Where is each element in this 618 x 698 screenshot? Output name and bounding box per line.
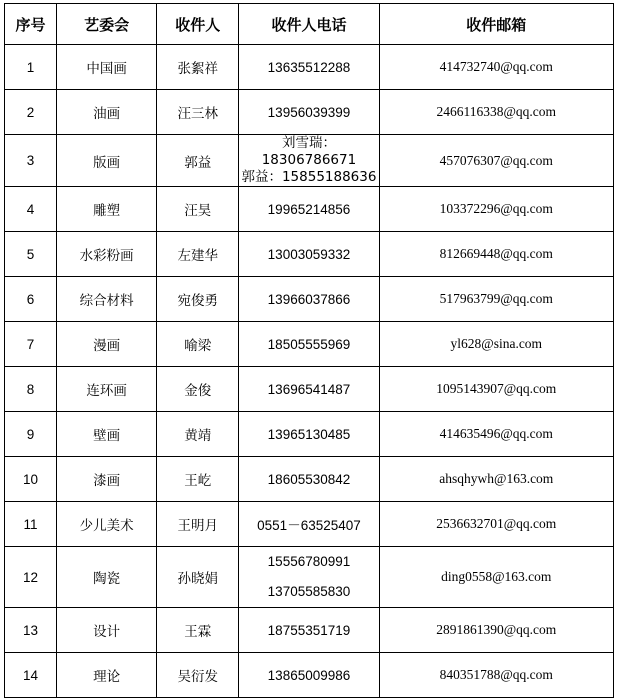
phone-line: 郭益：15855188636: [241, 169, 377, 185]
cell-email: 812669448@qq.com: [379, 232, 613, 277]
cell-email: 2466116338@qq.com: [379, 90, 613, 135]
phone-line: 15556780991: [267, 554, 351, 569]
cell-email: ding0558@163.com: [379, 547, 613, 608]
table-row: [5, 232, 614, 277]
table-row: [5, 608, 614, 653]
cell-phone: 13965130485: [239, 412, 379, 457]
cell-committee: 中国画: [57, 45, 157, 90]
cell-phone: 18505555969: [239, 322, 379, 367]
cell-index: 10: [5, 457, 57, 502]
cell-committee: 少儿美术: [57, 502, 157, 547]
cell-committee: 油画: [57, 90, 157, 135]
column-header-index: 序号: [5, 4, 57, 45]
cell-phone: 13966037866: [239, 277, 379, 322]
cell-index: 14: [5, 653, 57, 698]
cell-recipient: 左建华: [157, 232, 239, 277]
cell-committee: 水彩粉画: [57, 232, 157, 277]
table-body: [5, 45, 614, 698]
table-row: [5, 135, 614, 187]
table-row: [5, 45, 614, 90]
cell-index: 8: [5, 367, 57, 412]
cell-phone: 13865009986: [239, 653, 379, 698]
table-row: [5, 502, 614, 547]
cell-phone: 0551－63525407: [239, 502, 379, 547]
cell-email: 2536632701@qq.com: [379, 502, 613, 547]
cell-phone: 19965214856: [239, 187, 379, 232]
cell-recipient: 王霖: [157, 608, 239, 653]
cell-committee: 雕塑: [57, 187, 157, 232]
cell-phone: 13956039399: [239, 90, 379, 135]
column-header-recipient: 收件人: [157, 4, 239, 45]
cell-index: 2: [5, 90, 57, 135]
cell-committee: 漆画: [57, 457, 157, 502]
cell-index: 9: [5, 412, 57, 457]
cell-phone: [239, 547, 379, 608]
cell-committee: 设计: [57, 608, 157, 653]
cell-index: 4: [5, 187, 57, 232]
phone-line: 刘雪瑞：18306786671: [261, 135, 357, 168]
cell-recipient: 宛俊勇: [157, 277, 239, 322]
cell-index: 6: [5, 277, 57, 322]
cell-committee: 漫画: [57, 322, 157, 367]
cell-email: 2891861390@qq.com: [379, 608, 613, 653]
cell-recipient: 黄靖: [157, 412, 239, 457]
cell-recipient: 汪昊: [157, 187, 239, 232]
cell-recipient: 郭益: [157, 135, 239, 187]
cell-committee: 壁画: [57, 412, 157, 457]
cell-recipient: 喻梁: [157, 322, 239, 367]
table-row: [5, 547, 614, 608]
cell-index: 7: [5, 322, 57, 367]
table-row: [5, 653, 614, 698]
contact-table: [4, 3, 614, 698]
table-header: [5, 4, 614, 45]
cell-recipient: 王屹: [157, 457, 239, 502]
phone-line: 13705585830: [267, 584, 351, 599]
cell-index: 13: [5, 608, 57, 653]
cell-email: 840351788@qq.com: [379, 653, 613, 698]
cell-email: 1095143907@qq.com: [379, 367, 613, 412]
table-row: [5, 277, 614, 322]
cell-phone: 13003059332: [239, 232, 379, 277]
cell-committee: 陶瓷: [57, 547, 157, 608]
cell-phone: [239, 135, 379, 187]
column-header-email: 收件邮箱: [379, 4, 613, 45]
table-row: [5, 322, 614, 367]
cell-index: 12: [5, 547, 57, 608]
cell-recipient: 孙晓娟: [157, 547, 239, 608]
column-header-committee: 艺委会: [57, 4, 157, 45]
table-row: [5, 367, 614, 412]
cell-phone: 13696541487: [239, 367, 379, 412]
cell-recipient: 张絮祥: [157, 45, 239, 90]
cell-index: 5: [5, 232, 57, 277]
table-row: [5, 187, 614, 232]
cell-email: 414635496@qq.com: [379, 412, 613, 457]
cell-recipient: 王明月: [157, 502, 239, 547]
cell-committee: 综合材料: [57, 277, 157, 322]
cell-recipient: 汪三林: [157, 90, 239, 135]
cell-committee: 版画: [57, 135, 157, 187]
table-row: [5, 457, 614, 502]
cell-index: 3: [5, 135, 57, 187]
cell-committee: 连环画: [57, 367, 157, 412]
cell-email: ahsqhywh@163.com: [379, 457, 613, 502]
cell-phone: 13635512288: [239, 45, 379, 90]
cell-email: 517963799@qq.com: [379, 277, 613, 322]
cell-index: 11: [5, 502, 57, 547]
cell-phone: 18605530842: [239, 457, 379, 502]
cell-email: 457076307@qq.com: [379, 135, 613, 187]
cell-index: 1: [5, 45, 57, 90]
cell-committee: 理论: [57, 653, 157, 698]
header-row: [5, 4, 614, 45]
cell-email: yl628@sina.com: [379, 322, 613, 367]
column-header-phone: 收件人电话: [239, 4, 379, 45]
cell-phone: 18755351719: [239, 608, 379, 653]
cell-email: 414732740@qq.com: [379, 45, 613, 90]
table-row: [5, 90, 614, 135]
cell-email: 103372296@qq.com: [379, 187, 613, 232]
cell-recipient: 吴衍发: [157, 653, 239, 698]
table-row: [5, 412, 614, 457]
cell-recipient: 金俊: [157, 367, 239, 412]
